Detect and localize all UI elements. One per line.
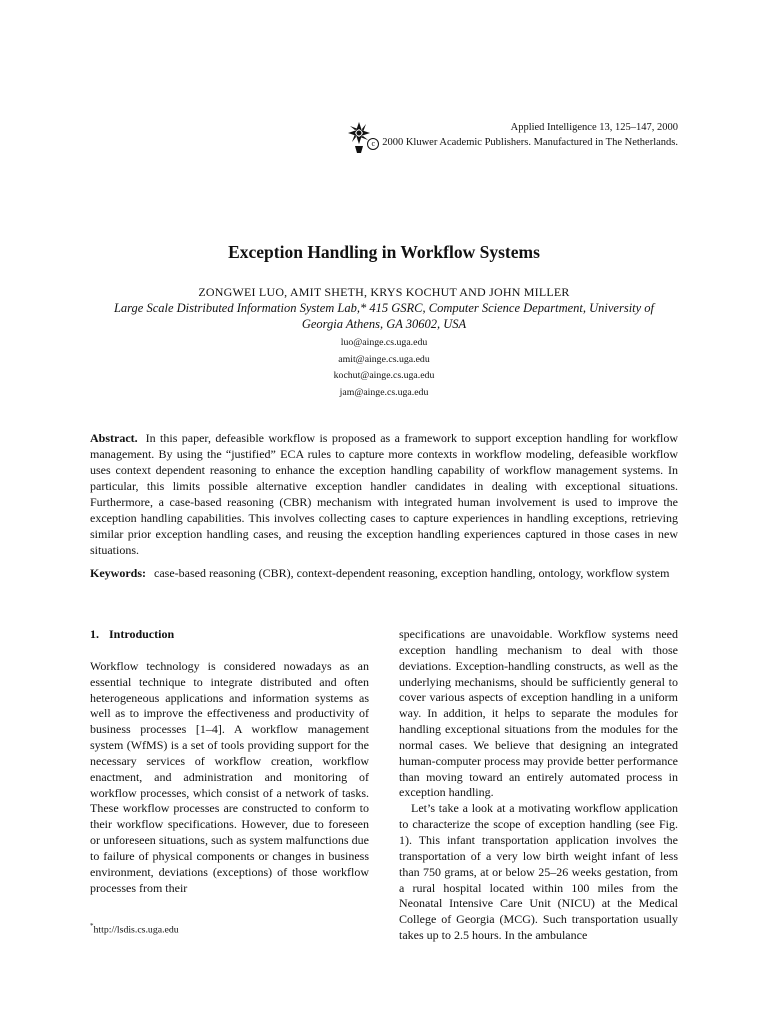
keywords-text: case-based reasoning (CBR), context-dependent reasoning, exception handling, ontology, workflow system <box>154 566 670 580</box>
paper-title: Exception Handling in Workflow Systems <box>228 242 540 262</box>
footnote <box>90 922 179 935</box>
copyright-symbol: c <box>367 138 379 150</box>
section-number: 1. <box>90 627 99 641</box>
abstract-label: Abstract. <box>90 431 138 445</box>
section-heading-introduction <box>90 627 369 643</box>
intro-paragraph-3: Let’s take a look at a motivating workflow application to characterize the scope of exception handling (see Fig. 1). This infant transportation application involves the transportation of a very low birth weight infant of less than 750 grams, at or below 25–26 weeks gestation, from a rural hospital located within 100 miles from the Neonatal Intensive Care Unit (NICU) at the Medical College of Georgia (MCG). Such transportation usually takes up to 2.5 hours. In the ambulance <box>399 801 678 943</box>
intro-paragraph-1: Workflow technology is considered nowadays as an essential technique to integrate distributed and often heterogeneous applications and information systems as well as to improve the effectiveness and productivity of business processes [1–4]. A workflow management system (WfMS) is a set of tools providing support for the necessary services of workflow creation, workflow enactment, and administration and monitoring of workflow processes, which consist of a network of tasks. These workflow processes are constructed to conform to their workflow specifications. However, due to foreseen or unforeseen situations, such as system malfunctions due to failure of physical components or changes in business environment, deviations (exceptions) of those workflow processes from their <box>90 658 369 895</box>
email-list <box>0 335 768 401</box>
abstract-text: In this paper, defeasible workflow is proposed as a framework to support exception handling for workflow management. By using the “justified” ECA rules to capture more contexts in workflow modeling, defeasible workflow uses context dependent reasoning to enhance the exception handling capability of workflow management systems. In particular, this limits possible alternative exception handler candidates in dealing with exceptional situations. Furthermore, a case-based reasoning (CBR) mechanism with integrated human involvement is used to improve the exception handling capabilities. This involves collecting cases to capture experiences in handling exceptions, retrieving similar prior exception handling cases, and reusing the exception handling experiences captured in those cases in new situations. <box>90 431 678 557</box>
abstract <box>90 430 678 558</box>
left-column <box>90 627 369 897</box>
footnote-url: http://lsdis.cs.uga.edu <box>93 924 179 936</box>
footnote-mark: * <box>90 922 94 930</box>
copyright-line <box>367 135 678 150</box>
email-amit: amit@ainge.cs.uga.edu <box>338 353 430 365</box>
keywords-label: Keywords: <box>90 566 146 580</box>
keywords <box>90 565 678 581</box>
author-list: ZONGWEI LUO, AMIT SHETH, KRYS KOCHUT AND JOHN MILLER <box>198 285 570 299</box>
journal-citation: Applied Intelligence 13, 125–147, 2000 <box>510 122 678 133</box>
email-jam: jam@ainge.cs.uga.edu <box>339 386 429 398</box>
journal-header <box>367 120 678 150</box>
email-luo: luo@ainge.cs.uga.edu <box>340 337 428 348</box>
affiliation: Large Scale Distributed Information System Lab,* 415 GSRC, Computer Science Department, University of Georgia Athens, GA 30602, USA <box>113 301 655 331</box>
copyright-text: 2000 Kluwer Academic Publishers. Manufactured in The Netherlands. <box>382 137 678 148</box>
intro-paragraph-2: specifications are unavoidable. Workflow systems need exception handling mechanism to deal with those deviations. Exception-handling constructs, as well as the underlying mechanisms, should be sufficiently general to cover various aspects of exception handling in a uniform way. In addition, it helps to separate the modules for handling exceptional situations from the modules for the normal cases. We believe that designing an integrated human-computer process may provide better performance than moving toward an entirely automated process in exception handling. <box>399 627 678 800</box>
section-title: Introduction <box>109 627 175 641</box>
email-kochut: kochut@ainge.cs.uga.edu <box>333 370 435 381</box>
right-column <box>399 627 678 944</box>
